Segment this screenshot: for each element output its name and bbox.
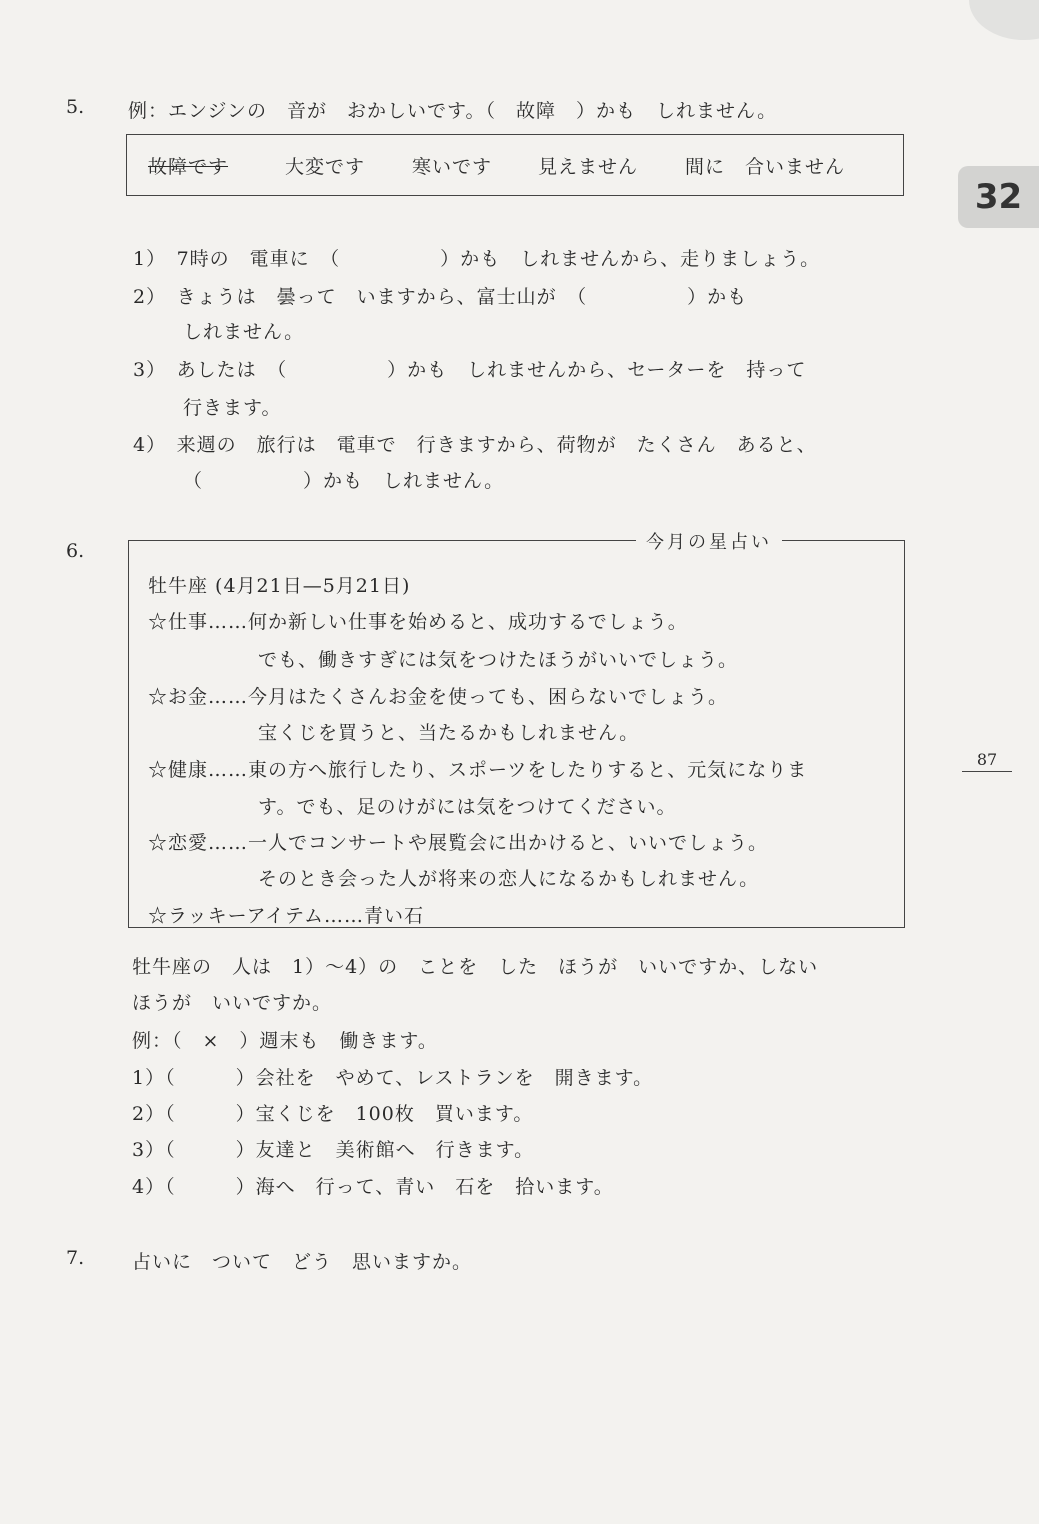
choice-4: 見えません <box>538 156 639 178</box>
horoscope-money-cont: 宝くじを買うと、当たるかもしれません。 <box>258 722 640 744</box>
horoscope-love: ☆恋愛……一人でコンサートや展覧会に出かけると、いいでしょう。 <box>148 832 769 854</box>
q6-item-3: 3）（ ）友達と 美術館へ 行きます。 <box>132 1139 535 1161</box>
horoscope-health-cont: す。でも、足のけがには気をつけてください。 <box>258 796 677 818</box>
q6-example: 例：（ × ）週末も 働きます。 <box>132 1030 438 1052</box>
horoscope-title: 今月の星占い <box>636 528 782 554</box>
horoscope-money: ☆お金……今月はたくさんお金を使っても、困らないでしょう。 <box>148 686 729 708</box>
q6-question-cont: ほうが いいですか。 <box>132 992 333 1014</box>
horoscope-work-cont: でも、働きすぎには気をつけたほうがいいでしょう。 <box>258 649 739 671</box>
q6-item-4: 4）（ ）海へ 行って、青い 石を 拾います。 <box>132 1176 614 1198</box>
horoscope-health: ☆健康……東の方へ旅行したり、スポーツをしたりすると、元気になりま <box>148 759 808 781</box>
page-corner-shadow <box>969 0 1039 40</box>
horoscope-lucky-item: ☆ラッキーアイテム……青い石 <box>148 905 425 927</box>
choice-3: 寒いです <box>412 156 493 178</box>
q5-item-2-cont: しれません。 <box>183 321 305 343</box>
q5-item-3-cont: 行きます。 <box>183 397 282 419</box>
chapter-tab: 32 <box>958 166 1039 228</box>
horoscope-love-cont: そのとき会った人が将来の恋人になるかもしれません。 <box>258 868 760 890</box>
question-5-example: 例：エンジンの 音が おかしいです。（ 故障 ）かも しれません。 <box>128 100 778 122</box>
horoscope-work: ☆仕事……何か新しい仕事を始めると、成功するでしょう。 <box>148 611 688 633</box>
q6-item-2: 2）（ ）宝くじを 100枚 買います。 <box>132 1103 534 1125</box>
choice-1: 故障です <box>148 156 229 178</box>
question-6-number: 6. <box>66 540 85 562</box>
choice-2: 大変です <box>285 156 366 178</box>
page-number: 87 <box>962 750 1012 772</box>
q6-question: 牡牛座の 人は 1）～4）の ことを した ほうが いいですか、しない <box>132 956 819 978</box>
q5-item-2: 2） きょうは 曇って いますから、富士山が （ ）かも <box>133 286 748 308</box>
q6-item-1: 1）（ ）会社を やめて、レストランを 開きます。 <box>132 1067 654 1089</box>
q5-item-4: 4） 来週の 旅行は 電車で 行きますから、荷物が たくさん あると、 <box>133 434 817 456</box>
question-5-number: 5. <box>66 96 85 118</box>
question-7-number: 7. <box>66 1247 85 1269</box>
q5-item-3: 3） あしたは （ ）かも しれませんから、セーターを 持って <box>133 359 807 381</box>
choice-5: 間に 合いません <box>685 156 846 178</box>
question-7-text: 占いに ついて どう 思いますか。 <box>132 1251 473 1273</box>
q5-item-1: 1） 7時の 電車に （ ）かも しれませんから、走りましょう。 <box>133 248 821 270</box>
horoscope-sign: 牡牛座 (4月21日—5月21日) <box>148 575 411 597</box>
q5-item-4-cont: （ ）かも しれません。 <box>183 470 505 492</box>
